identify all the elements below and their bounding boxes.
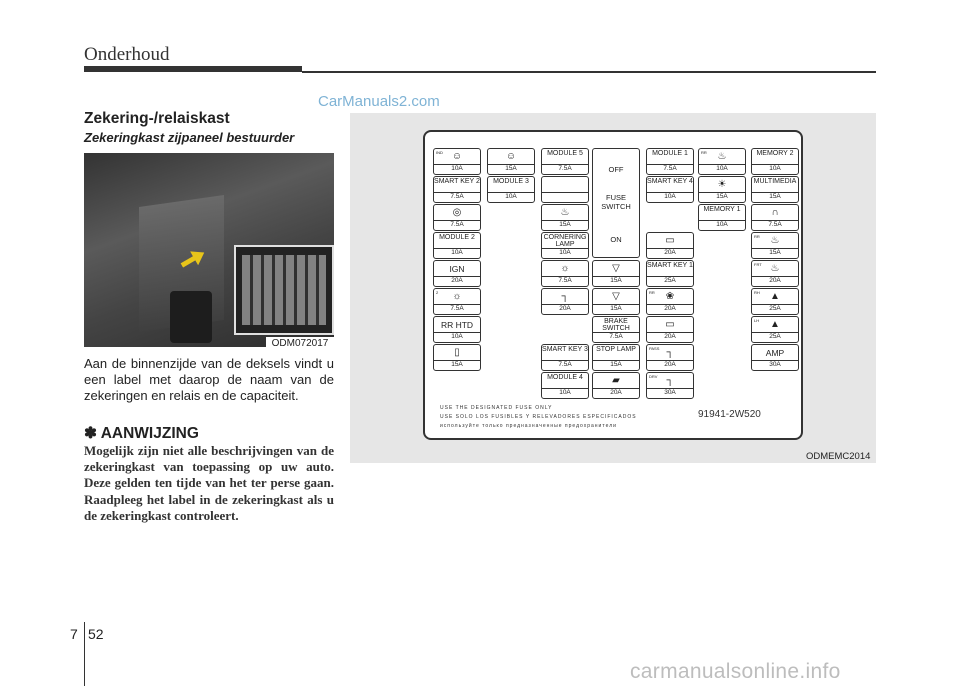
fuse-slot bbox=[487, 176, 535, 203]
fuse-slot bbox=[751, 204, 799, 231]
note-title: ✽ AANWIJZING bbox=[84, 425, 199, 442]
door-icon: ▲ bbox=[770, 319, 780, 330]
car-icon: ▭ bbox=[665, 319, 675, 330]
fuse-slot bbox=[646, 372, 694, 399]
fuse-switch-label-2: SWITCH bbox=[601, 202, 631, 211]
fuse-amperage: 30A bbox=[752, 360, 798, 370]
steering-icon: ◎ bbox=[452, 207, 462, 218]
page-number: 52 bbox=[88, 626, 104, 642]
defrost-icon: ♨ bbox=[717, 151, 727, 162]
fuse-slot bbox=[646, 148, 694, 175]
fuse-slot bbox=[646, 344, 694, 371]
fuse-tag: DRV bbox=[649, 374, 658, 379]
fuse-amperage: 15A bbox=[488, 164, 534, 174]
fuse-slot bbox=[541, 344, 589, 371]
fuse-amperage: 25A bbox=[647, 276, 693, 286]
outlet-icon: ▯ bbox=[454, 347, 460, 358]
fuse-amperage bbox=[542, 192, 588, 202]
fuse-label: MEMORY 2 bbox=[756, 150, 794, 157]
fuse-switch-label-1: FUSE bbox=[605, 193, 626, 202]
fuse-slot bbox=[646, 260, 694, 287]
fuse-tag: FRT bbox=[754, 262, 762, 267]
fuse-amperage: 15A bbox=[593, 276, 639, 286]
fuse-amperage: 7.5A bbox=[434, 192, 480, 202]
fuse-label: SMART KEY 3 bbox=[542, 346, 588, 353]
fuse-slot bbox=[698, 176, 746, 203]
fuse-switch-off: OFF bbox=[608, 165, 624, 174]
seat-icon: ┐ bbox=[666, 347, 674, 358]
fuse-label: CORNERING LAMP bbox=[543, 234, 587, 248]
fuse-slot bbox=[541, 260, 589, 287]
hook-icon: ∩ bbox=[771, 207, 779, 218]
fuse-amperage: 20A bbox=[647, 332, 693, 342]
fuse-label: SMART KEY 2 bbox=[434, 178, 480, 185]
fuse-label: MODULE 4 bbox=[547, 374, 583, 381]
fuse-switch-on: ON bbox=[610, 235, 622, 244]
fuse-amperage: 10A bbox=[488, 192, 534, 202]
fuse-slot bbox=[433, 176, 481, 203]
fuse-label: AMP bbox=[765, 348, 785, 358]
fuse-tag: RH bbox=[754, 290, 760, 295]
fuse-amperage: 7.5A bbox=[542, 276, 588, 286]
fuse-amperage: 20A bbox=[752, 276, 798, 286]
fuse-label: MODULE 3 bbox=[493, 178, 529, 185]
heated-seat-icon: ♨ bbox=[770, 263, 780, 274]
fuse-label: BRAKE SWITCH bbox=[602, 318, 630, 332]
wiper-icon: ▽ bbox=[612, 291, 620, 302]
fuse-slot bbox=[541, 232, 589, 259]
fuse-slot bbox=[751, 260, 799, 287]
fuse-amperage: 7.5A bbox=[434, 304, 480, 314]
fuse-slot bbox=[433, 232, 481, 259]
fuse-slot bbox=[541, 204, 589, 231]
fuse-tag: IND bbox=[436, 150, 443, 155]
fuse-amperage: 15A bbox=[699, 192, 745, 202]
sun-icon: ☼ bbox=[560, 263, 570, 274]
fuse-slot bbox=[433, 288, 481, 315]
fuse-label: MODULE 2 bbox=[439, 234, 475, 241]
section-title: Zekering-/relaiskast bbox=[84, 110, 230, 127]
fuse-label: MODULE 1 bbox=[652, 150, 688, 157]
watermark-top: CarManuals2.com bbox=[318, 93, 440, 110]
fuse-slot bbox=[646, 288, 694, 315]
fuse-amperage: 7.5A bbox=[434, 220, 480, 230]
fuse-amperage: 7.5A bbox=[593, 332, 639, 342]
fuse-slot bbox=[698, 204, 746, 231]
tailgate-icon: ▰ bbox=[612, 375, 620, 386]
wiper-icon: ▽ bbox=[612, 263, 620, 274]
fuse-label: RR HTD bbox=[440, 320, 474, 330]
fuse-amperage: 20A bbox=[647, 360, 693, 370]
fuse-amperage: 10A bbox=[752, 164, 798, 174]
fuse-amperage: 20A bbox=[434, 276, 480, 286]
door-icon: ▲ bbox=[770, 291, 780, 302]
person-airbag-icon: ☺ bbox=[451, 151, 463, 162]
seat-icon: ┐ bbox=[666, 375, 674, 386]
fuse-slot bbox=[541, 148, 589, 175]
fuse-tag: PASS bbox=[649, 346, 660, 351]
fuse-amperage: 10A bbox=[699, 220, 745, 230]
fuse-slot bbox=[433, 204, 481, 231]
fuse-amperage: 10A bbox=[647, 192, 693, 202]
fuse-label: MEMORY 1 bbox=[703, 206, 741, 213]
fuse-tag: 2 bbox=[436, 290, 439, 295]
fuse-tag: RR bbox=[754, 234, 760, 239]
lamp-icon: ☀ bbox=[717, 179, 727, 190]
fuse-tag: RR bbox=[649, 290, 655, 295]
note-text: Mogelijk zijn niet alle beschrijvingen van de zekeringkast van toepassing op uw auto. Deze gelden ten tijde van het ter perse gaan. Raadpleeg het label in de zekeringkast als u de zekeringkast controleert. bbox=[84, 443, 334, 523]
fuse-amperage: 10A bbox=[542, 388, 588, 398]
fuse-slot bbox=[646, 316, 694, 343]
fuse-amperage: 15A bbox=[593, 360, 639, 370]
part-number: 91941-2W520 bbox=[698, 409, 761, 420]
fuse-switch bbox=[592, 148, 640, 258]
fuse-tag: LH bbox=[754, 318, 760, 323]
fuse-slot bbox=[433, 344, 481, 371]
footer-line: USE SOLO LOS FUSIBLES Y RELEVADORES ESPECIFICADOS bbox=[440, 414, 637, 420]
photo-caption: ODM072017 bbox=[266, 337, 334, 351]
fuse-slot bbox=[433, 316, 481, 343]
watermark-bottom: carmanualsonline.info bbox=[630, 660, 841, 683]
fuse-slot bbox=[751, 288, 799, 315]
fuse-amperage: 20A bbox=[647, 248, 693, 258]
fuse-slot bbox=[541, 372, 589, 399]
fuse-amperage: 25A bbox=[752, 332, 798, 342]
fuse-label bbox=[542, 178, 588, 192]
fuse-slot bbox=[592, 372, 640, 399]
fuse-amperage: 15A bbox=[542, 220, 588, 230]
fuse-amperage: 15A bbox=[434, 360, 480, 370]
fuse-amperage: 15A bbox=[752, 248, 798, 258]
fuse-amperage: 25A bbox=[752, 304, 798, 314]
fuse-amperage: 7.5A bbox=[647, 164, 693, 174]
fuse-amperage: 20A bbox=[647, 304, 693, 314]
fuse-slot bbox=[592, 316, 640, 343]
car-icon: ▭ bbox=[665, 235, 675, 246]
fuse-amperage: 15A bbox=[752, 192, 798, 202]
fuse-slot bbox=[698, 148, 746, 175]
chapter-number: 7 bbox=[70, 626, 78, 642]
header-rule-thick bbox=[84, 66, 302, 72]
footer-line: USE THE DESIGNATED FUSE ONLY bbox=[440, 405, 553, 411]
fuse-slot bbox=[751, 176, 799, 203]
fuse-amperage: 7.5A bbox=[752, 220, 798, 230]
fuse-label: MULTIMEDIA bbox=[753, 178, 797, 185]
fuse-slot bbox=[592, 344, 640, 371]
footer-line: используйте только предназначенные предохранители bbox=[440, 423, 617, 429]
fuse-amperage: 30A bbox=[647, 388, 693, 398]
fuse-slot bbox=[541, 288, 589, 315]
body-text: Aan de binnenzijde van de deksels vindt u een label met daarop de naam van de zekeringen en relais en de capaciteit. bbox=[84, 356, 334, 403]
fuse-label: STOP LAMP bbox=[596, 346, 636, 353]
diagram-caption: ODMEMC2014 bbox=[806, 451, 871, 462]
fuse-box-inset bbox=[234, 245, 334, 335]
person-airbag-icon: ☺ bbox=[505, 151, 517, 162]
fuse-amperage: 20A bbox=[593, 388, 639, 398]
dashboard-photo bbox=[84, 153, 334, 347]
fuse-amperage: 10A bbox=[434, 332, 480, 342]
fuse-tag: RR bbox=[701, 150, 707, 155]
fuse-slot bbox=[751, 232, 799, 259]
fuse-label: SMART KEY 4 bbox=[647, 178, 693, 185]
seat-icon: ┐ bbox=[561, 291, 569, 302]
header-rule-thin bbox=[302, 71, 876, 73]
heated-wheel-icon: ♨ bbox=[560, 207, 570, 218]
fuse-slot bbox=[433, 260, 481, 287]
fuse-amperage: 10A bbox=[699, 164, 745, 174]
section-subtitle: Zekeringkast zijpaneel bestuurder bbox=[84, 130, 295, 145]
fuse-slot bbox=[646, 232, 694, 259]
fuse-label: IGN bbox=[449, 264, 465, 274]
heated-seat-icon: ♨ bbox=[770, 235, 780, 246]
fuse-amperage: 7.5A bbox=[542, 360, 588, 370]
page-header-title: Onderhoud bbox=[84, 44, 170, 65]
fuse-slot bbox=[751, 344, 799, 371]
fuse-slot bbox=[592, 288, 640, 315]
fuse-slot bbox=[646, 176, 694, 203]
page-rule bbox=[84, 622, 85, 686]
diagram-footer-lines bbox=[440, 404, 637, 431]
fuse-amperage: 7.5A bbox=[542, 164, 588, 174]
fuse-slot bbox=[541, 176, 589, 203]
fuse-label: SMART KEY 1 bbox=[647, 262, 693, 269]
fuse-amperage: 20A bbox=[542, 304, 588, 314]
fuse-amperage: 10A bbox=[434, 164, 480, 174]
sun-icon: ☼ bbox=[452, 291, 462, 302]
fuse-slot bbox=[487, 148, 535, 175]
fuse-slot bbox=[592, 260, 640, 287]
fuse-amperage: 15A bbox=[593, 304, 639, 314]
fuse-slot bbox=[751, 148, 799, 175]
fan-icon: ❀ bbox=[665, 291, 675, 302]
fuse-amperage: 10A bbox=[434, 248, 480, 258]
fuse-label: MODULE 5 bbox=[547, 150, 583, 157]
pedal bbox=[170, 291, 212, 343]
fuse-slot bbox=[433, 148, 481, 175]
fuse-slot bbox=[751, 316, 799, 343]
fuse-amperage: 10A bbox=[542, 248, 588, 258]
